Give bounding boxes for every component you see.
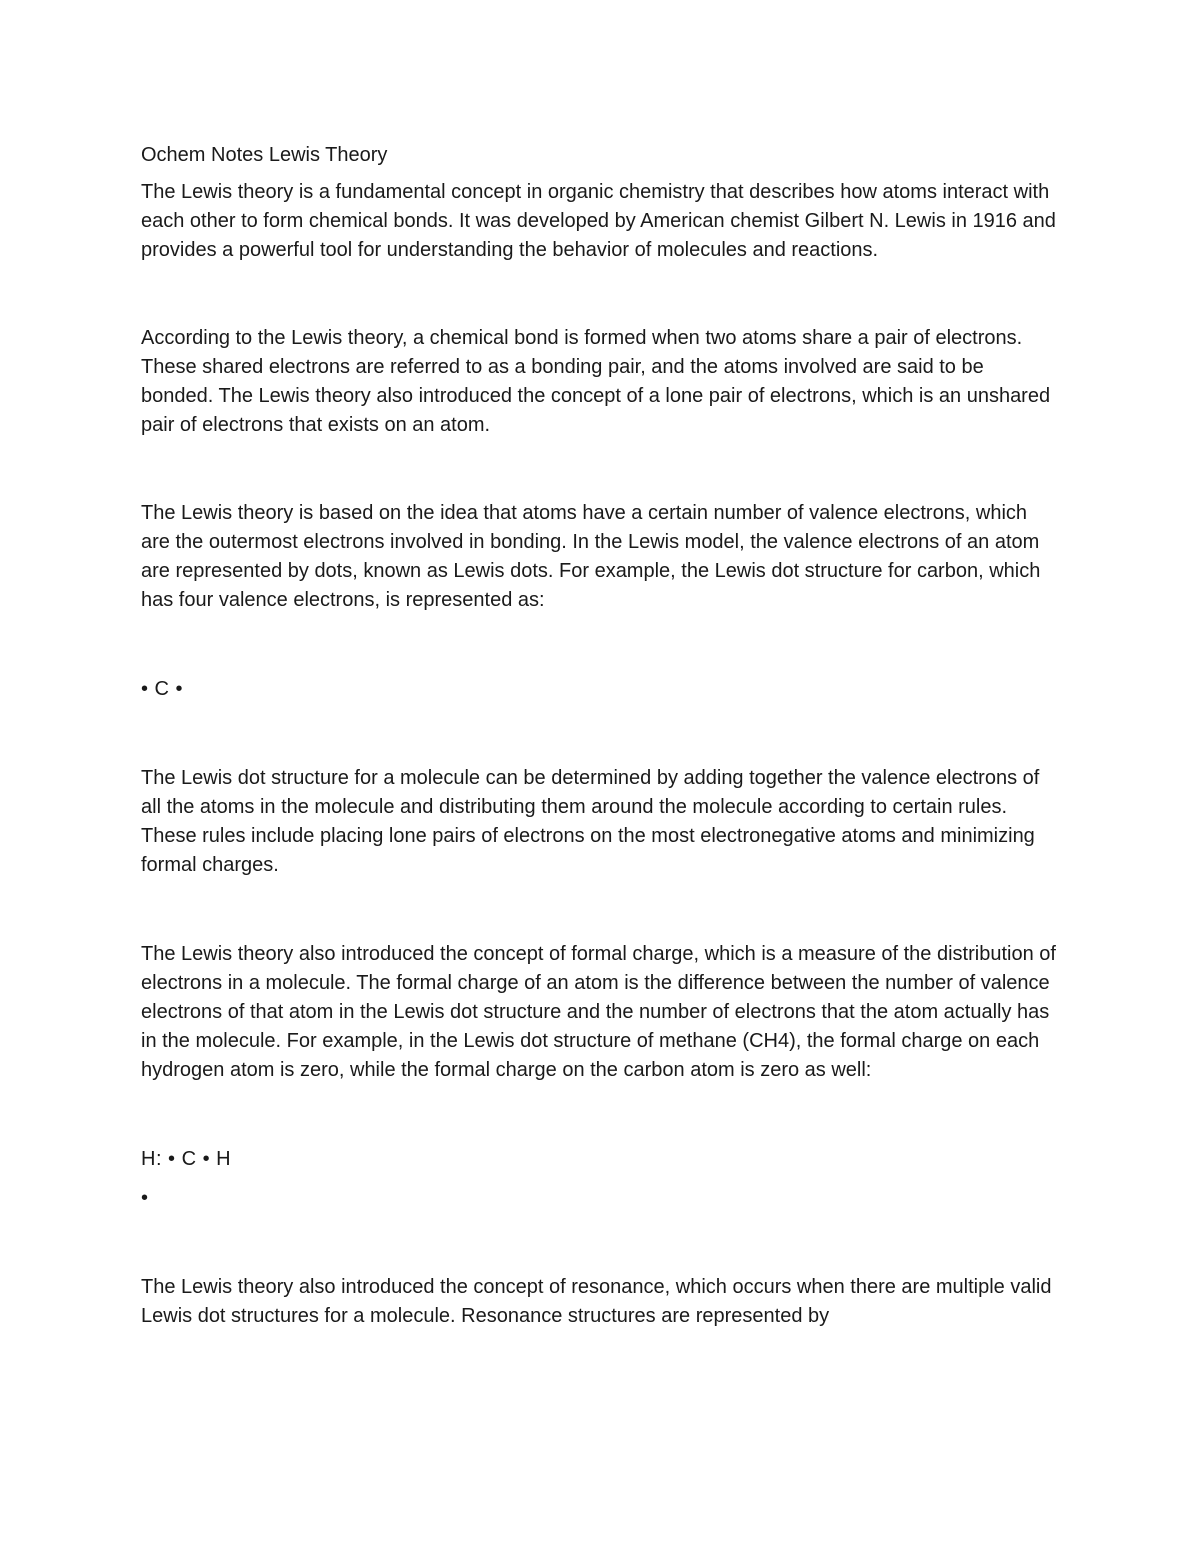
- paragraph-bonding: According to the Lewis theory, a chemical bond is formed when two atoms share a pair of electrons. These shared electrons are referred to as a bonding pair, and the atoms involved are said to be bonded. The Lewis theory also introduced the concept of a lone pair of electrons, which is an unshared pair of electrons that exists on an atom.: [141, 327, 1056, 436]
- document-title: Ochem Notes Lewis Theory: [141, 144, 388, 166]
- paragraph-resonance: The Lewis theory also introduced the concept of resonance, which occurs when there are multiple valid Lewis dot structures for a molecule. Resonance structures are represented by: [141, 1276, 1058, 1327]
- document-body: [141, 141, 1062, 1331]
- methane-lewis-structure-line2: •: [141, 1187, 149, 1209]
- paragraph-formal-charge: The Lewis theory also introduced the concept of formal charge, which is a measure of the distribution of electrons in a molecule. The formal charge of an atom is the difference between the number of valence electrons of that atom in the Lewis dot structure and the number of electrons that the atom actually has in the molecule. For example, in the Lewis dot structure of methane (CH4), the formal charge on each hydrogen atom is zero, while the formal charge on the carbon atom is zero as well:: [141, 943, 1062, 1081]
- carbon-lewis-structure: • C •: [141, 678, 184, 700]
- paragraph-intro: The Lewis theory is a fundamental concept in organic chemistry that describes how atoms interact with each other to form chemical bonds. It was developed by American chemist Gilbert N. Lewis in 1916 and provides a powerful tool for understanding the behavior of molecules and reactions.: [141, 181, 1062, 261]
- paragraph-molecule-structure: The Lewis dot structure for a molecule can be determined by adding together the valence electrons of all the atoms in the molecule and distributing them around the molecule according to certain rules. These rules include placing lone pairs of electrons on the most electronegative atoms and minimizing formal charges.: [141, 767, 1045, 876]
- paragraph-valence: The Lewis theory is based on the idea that atoms have a certain number of valence electrons, which are the outermost electrons involved in bonding. In the Lewis model, the valence electrons of an atom are represented by dots, known as Lewis dots. For example, the Lewis dot structure for carbon, which has four valence electrons, is represented as:: [141, 502, 1046, 611]
- methane-lewis-structure-line1: H: • C • H: [141, 1148, 232, 1170]
